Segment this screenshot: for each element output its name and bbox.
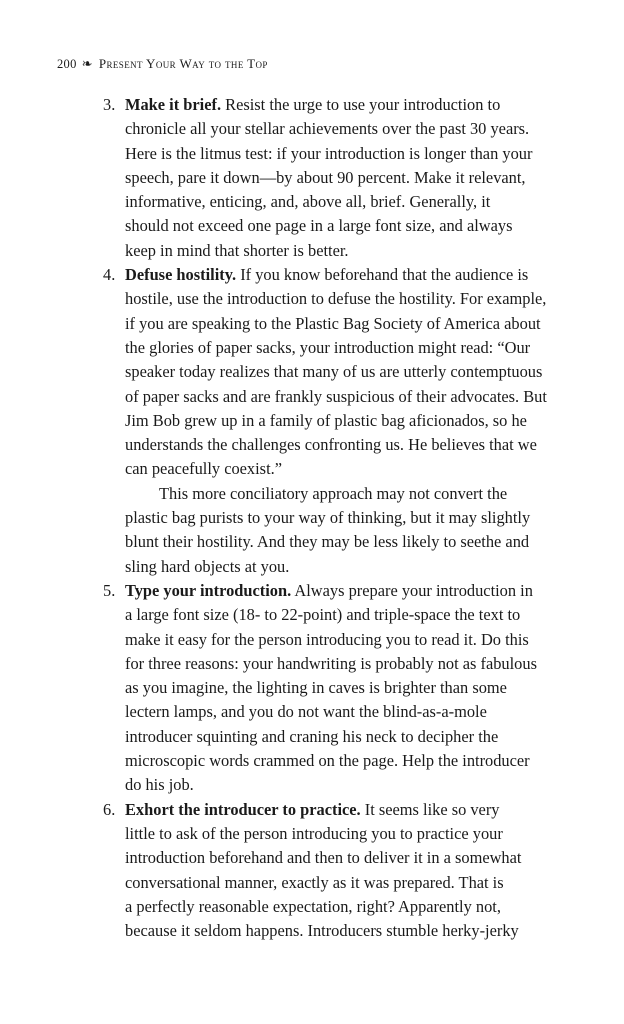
text-line: if you are speaking to the Plastic Bag Society of America about	[125, 313, 541, 333]
page-body	[103, 93, 573, 943]
text-line: Make it brief. Resist the urge to use your introduction to	[125, 95, 501, 114]
text-line: for three reasons: your handwriting is probably not as fabulous	[125, 653, 537, 673]
text-line: do his job.	[125, 775, 194, 795]
text-line: sling hard objects at you.	[125, 556, 290, 576]
fleuron-ornament-icon: ❧	[81, 56, 93, 71]
item-lead: Make it brief.	[125, 95, 222, 114]
list-item-6	[103, 798, 573, 944]
item-lead: Exhort the introducer to practice.	[125, 799, 361, 819]
text-line: introduction beforehand and then to deliver it in a somewhat	[125, 848, 522, 868]
text-line: Exhort the introducer to practice. It seems like so very	[125, 799, 500, 819]
text-line: little to ask of the person introducing you to practice your	[125, 823, 503, 843]
text-line: speech, pare it down—by about 90 percent. Make it relevant,	[125, 167, 526, 187]
item-number: 4.	[103, 265, 116, 285]
text-line: Here is the litmus test: if your introduction is longer than your	[125, 143, 533, 163]
text-line: a large font size (18- to 22-point) and triple-space the text to	[125, 605, 521, 625]
text-line: should not exceed one page in a large font size, and always	[125, 216, 513, 236]
text-line: make it easy for the person introducing you to read it. Do this	[125, 629, 529, 649]
text-line: the glories of paper sacks, your introduction might read: “Our	[125, 337, 531, 357]
item-number: 5.	[103, 580, 116, 600]
text-line: blunt their hostility. And they may be less likely to seethe and	[125, 532, 530, 552]
list-item-5	[103, 579, 573, 798]
text-line: This more conciliatory approach may not convert the	[159, 483, 508, 503]
text-line: a perfectly reasonable expectation, right? Apparently not,	[125, 896, 501, 916]
text-line: Jim Bob grew up in a family of plastic bag aficionados, so he	[125, 410, 527, 430]
text-line: speaker today realizes that many of us are utterly contemptuous	[125, 362, 543, 382]
list-item-3	[103, 93, 573, 263]
text-line: introducer squinting and craning his neck to decipher the	[125, 726, 499, 746]
page-number: 200	[57, 57, 77, 71]
running-head	[57, 56, 268, 72]
text-line: lectern lamps, and you do not want the blind-as-a-mole	[125, 702, 487, 722]
text-line: chronicle all your stellar achievements over the past 30 years.	[125, 119, 530, 139]
item-lead: Defuse hostility.	[125, 265, 237, 285]
text-line: hostile, use the introduction to defuse the hostility. For example,	[125, 289, 547, 309]
text-line: Defuse hostility. If you know beforehand that the audience is	[125, 265, 529, 285]
text-line: plastic bag purists to your way of thinking, but it may slightly	[125, 508, 531, 528]
text-line: informative, enticing, and, above all, brief. Generally, it	[125, 192, 491, 212]
text-line: as you imagine, the lighting in caves is brighter than some	[125, 678, 507, 698]
book-title: Present Your Way to the Top	[98, 56, 268, 71]
text-line: Type your introduction. Always prepare your introduction in	[125, 580, 533, 600]
text-line: because it seldom happens. Introducers stumble herky-jerky	[125, 921, 519, 941]
item-number: 6.	[103, 799, 116, 819]
text-line: microscopic words crammed on the page. Help the introducer	[125, 751, 530, 771]
text-line: can peacefully coexist.”	[125, 459, 282, 479]
item-number: 3.	[103, 95, 116, 114]
item-lead: Type your introduction.	[125, 580, 292, 600]
text-line: conversational manner, exactly as it was prepared. That is	[125, 872, 504, 892]
text-line: of paper sacks and are frankly suspicious of their advocates. But	[125, 386, 547, 406]
text-line: keep in mind that shorter is better.	[125, 240, 349, 260]
text-line: understands the challenges confronting us. He believes that we	[125, 435, 537, 455]
list-item-4	[103, 263, 573, 579]
